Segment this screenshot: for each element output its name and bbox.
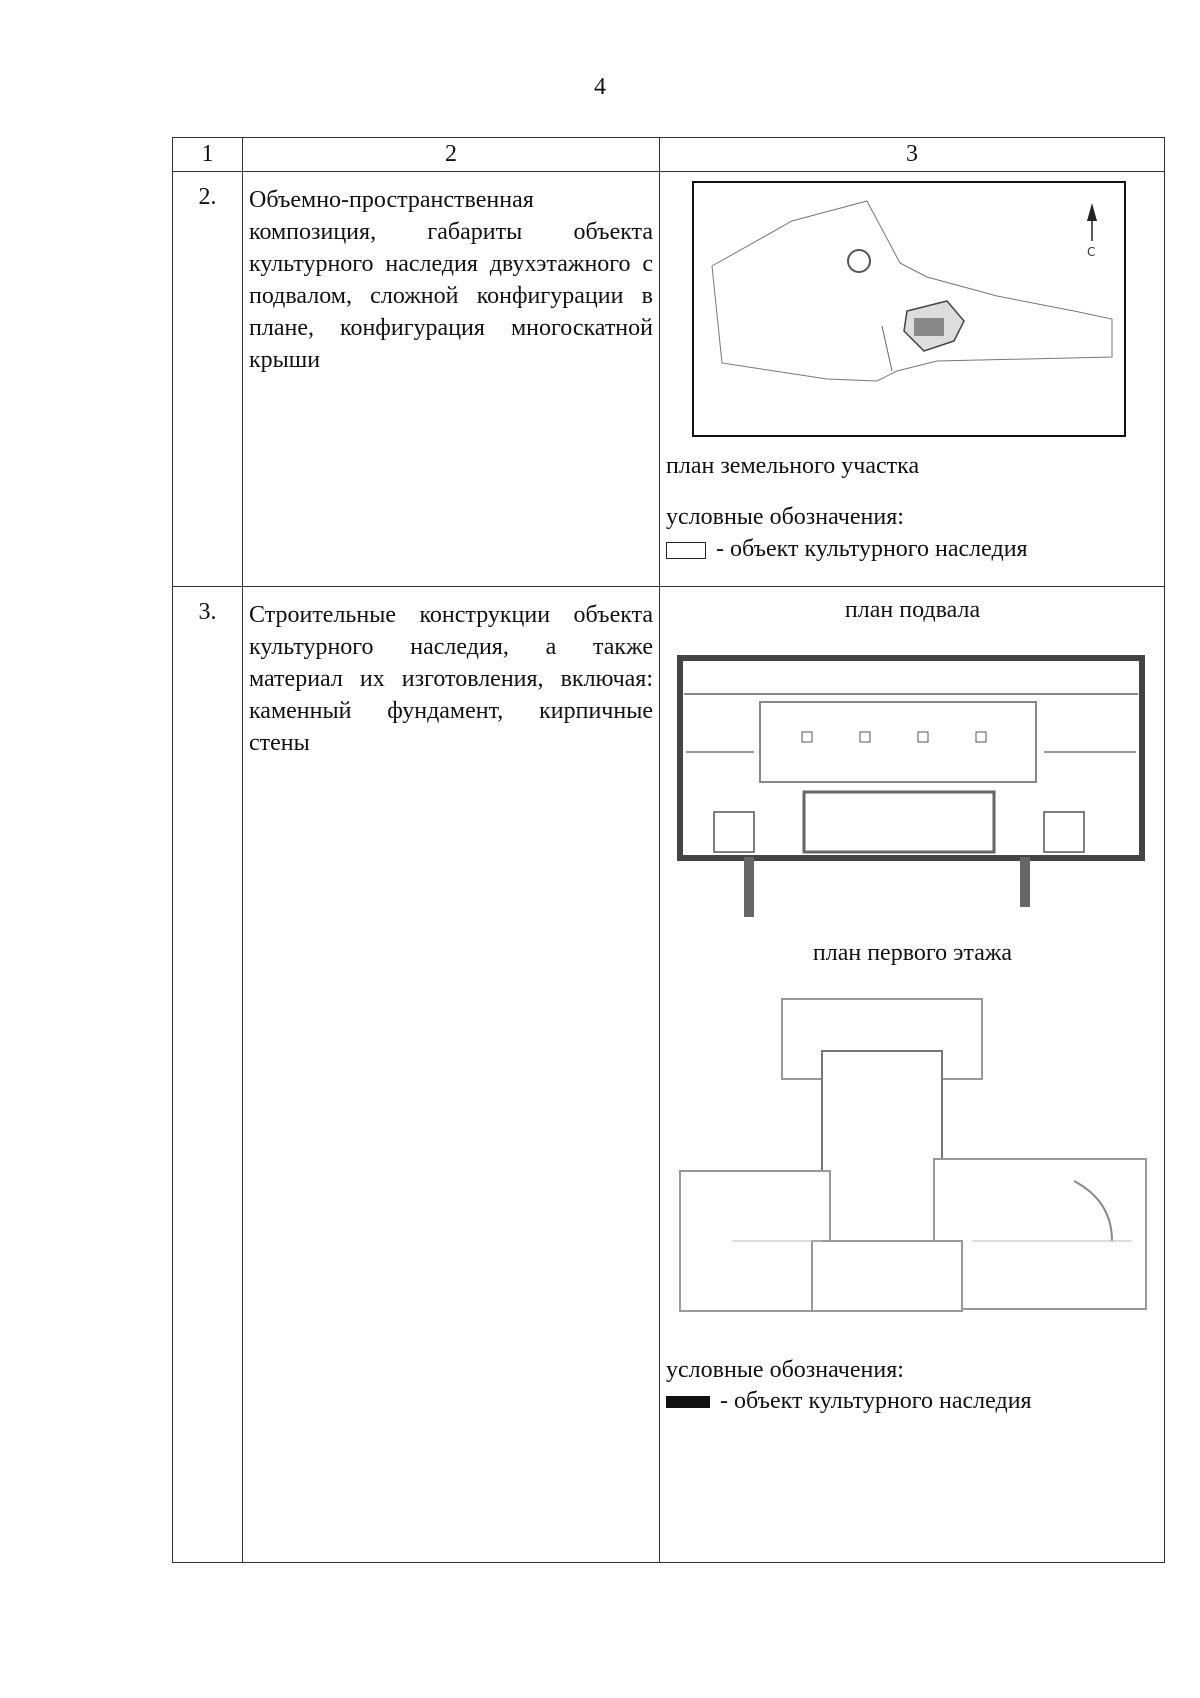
legend-label: - объект культурного наследия bbox=[720, 1388, 1032, 1414]
caption-basement-plan: план подвала bbox=[844, 597, 981, 623]
header-col-3: 3 bbox=[660, 138, 1165, 172]
legend-title: условные обозначения: bbox=[666, 1357, 904, 1383]
basement-plan-drawing bbox=[674, 652, 1150, 922]
caption-plot-plan: план земельного участка bbox=[666, 453, 920, 479]
first-floor-plan-drawing bbox=[672, 991, 1154, 1324]
header-col-1: 1 bbox=[173, 138, 243, 172]
row-description: Объемно-пространственная композиция, габариты объекта культурного наследия двухэтажного с подвалом, сложной конфигурации в плане, конфигурация многоскатной крыши bbox=[243, 172, 660, 587]
legend-title: условные обозначения: bbox=[666, 504, 904, 530]
plot-plan-drawing bbox=[692, 181, 1126, 437]
table-header-row bbox=[173, 138, 1165, 172]
row-description: Строительные конструкции объекта культурного наследия, а также материал их изготовления, включая: каменный фундамент, кирпичные стены bbox=[243, 587, 660, 1563]
legend-row bbox=[666, 536, 1028, 563]
row-images bbox=[660, 587, 1165, 1563]
row-number: 2. bbox=[173, 172, 243, 587]
page-number: 4 bbox=[594, 74, 606, 100]
table-row bbox=[173, 172, 1165, 587]
row-images bbox=[660, 172, 1165, 587]
caption-first-floor-plan: план первого этажа bbox=[812, 940, 1013, 966]
header-col-2: 2 bbox=[243, 138, 660, 172]
legend-row bbox=[666, 1388, 1032, 1415]
heritage-table bbox=[172, 137, 1165, 1563]
legend-label: - объект культурного наследия bbox=[716, 536, 1028, 562]
table-row bbox=[173, 587, 1165, 1563]
row-number: 3. bbox=[173, 587, 243, 1563]
legend-outline-swatch bbox=[666, 542, 706, 559]
svg-text:С: С bbox=[1087, 245, 1096, 259]
legend-filled-swatch bbox=[666, 1396, 710, 1408]
